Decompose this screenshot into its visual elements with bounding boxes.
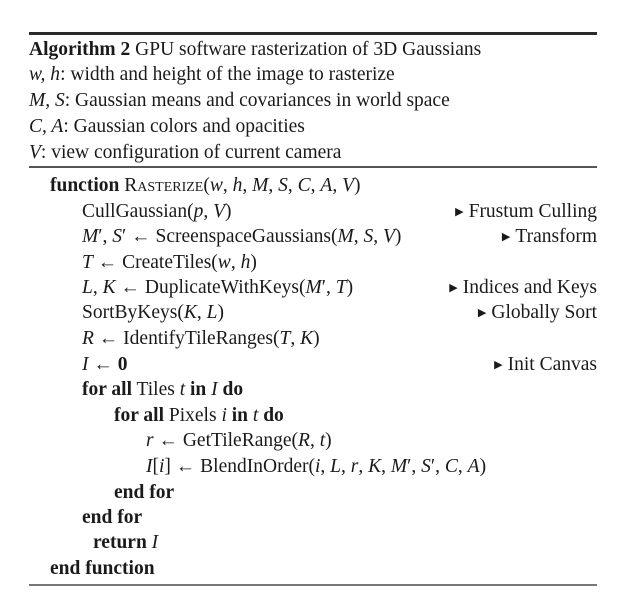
code-line: T ← CreateTiles(w, h) [82,252,257,273]
code-line-function: function Rasterize(w, h, M, S, C, A, V) [50,175,361,196]
code-line: for all Pixels i in t do [114,405,284,426]
comment-marker-icon: ▶ [501,231,511,243]
top-rule [29,32,597,35]
comment: ▶ Init Canvas [494,354,597,375]
code-line: M′, S′ ← ScreenspaceGaussians(M, S, V) ▶ Transform [82,226,597,247]
comment: ▶ Transform [501,226,597,247]
comment: ▶ Indices and Keys [449,277,597,298]
bottom-rule [29,584,597,586]
algorithm-label: Algorithm 2 [29,39,131,60]
code-line-end-function: end function [50,558,155,579]
code-line: for all Tiles t in I do [82,379,244,400]
input-line: w, h: width and height of the image to rasterize [29,64,395,85]
code-line: return I [93,532,159,553]
code-line: L, K ← DuplicateWithKeys(M′, T) ▶ Indices and Keys [82,277,597,298]
code-line: end for [82,507,143,528]
code-line: CullGaussian(p, V) ▶ Frustum Culling [82,201,597,222]
code-line: I[i] ← BlendInOrder(i, L, r, K, M′, S′, C, A) [146,456,487,477]
code-line: SortByKeys(K, L) ▶ Globally Sort [82,302,597,323]
algorithm-title: GPU software rasterization of 3D Gaussians [135,39,482,60]
comment-marker-icon: ▶ [477,307,487,319]
algorithm-caption [29,38,597,62]
comment: ▶ Globally Sort [477,302,597,323]
comment: ▶ Frustum Culling [455,201,597,222]
code-line: R ← IdentifyTileRanges(T, K) [82,328,320,349]
input-line: M, S: Gaussian means and covariances in world space [29,90,450,111]
comment-marker-icon: ▶ [494,359,503,371]
code-line: r ← GetTileRange(R, t) [146,430,332,451]
middle-rule [29,166,597,168]
comment-marker-icon: ▶ [455,206,464,218]
input-line: V: view configuration of current camera [29,142,342,163]
input-line: C, A: Gaussian colors and opacities [29,116,305,137]
code-line: I ← 0 ▶ Init Canvas [82,354,597,375]
comment-marker-icon: ▶ [449,282,458,294]
code-line: end for [114,482,175,503]
